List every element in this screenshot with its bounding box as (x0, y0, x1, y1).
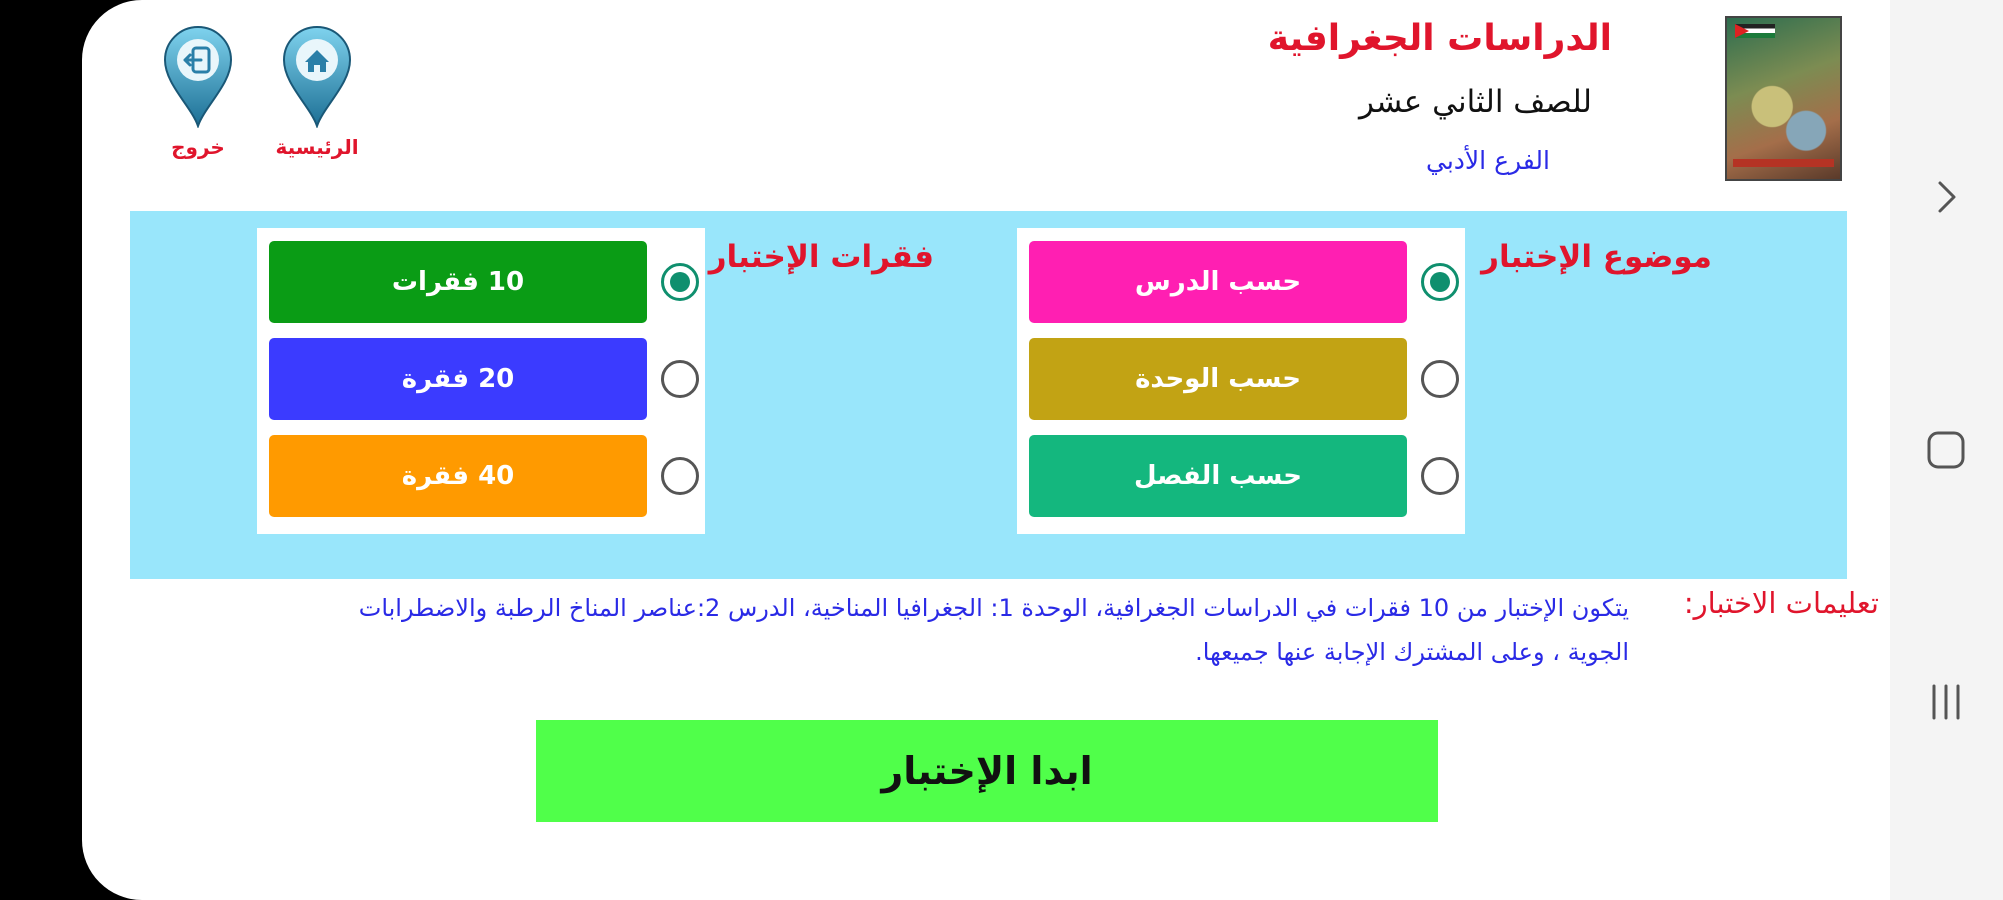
topic-by-lesson-button[interactable]: حسب الدرس (1029, 241, 1407, 323)
count-40-radio[interactable] (661, 457, 699, 495)
count-40-button[interactable]: 40 فقرة (269, 435, 647, 517)
app-screen (82, 0, 1892, 900)
count-options-box (257, 228, 705, 534)
exit-pin-icon (163, 26, 233, 128)
count-section-label: فقرات الإختبار (708, 239, 934, 275)
count-20-radio[interactable] (661, 360, 699, 398)
options-panel (130, 211, 1847, 579)
nav-back-button[interactable] (1890, 175, 2003, 223)
topic-section-label: موضوع الإختبار (1481, 239, 1712, 275)
start-test-button[interactable]: ابدا الإختبار (536, 720, 1438, 822)
topic-by-unit-radio[interactable] (1421, 360, 1459, 398)
branch-subtitle: الفرع الأدبي (1426, 146, 1550, 175)
exit-button[interactable] (163, 26, 233, 128)
count-10-button[interactable]: 10 فقرات (269, 241, 647, 323)
system-nav-bar (1890, 0, 2003, 900)
nav-recents-button[interactable] (1890, 680, 2003, 728)
nav-home-button[interactable] (1890, 428, 2003, 476)
topic-by-unit-button[interactable]: حسب الوحدة (1029, 338, 1407, 420)
chevron-right-icon (1890, 175, 2003, 219)
topic-by-semester-button[interactable]: حسب الفصل (1029, 435, 1407, 517)
recents-icon (1890, 680, 2003, 724)
topic-options-box (1017, 228, 1465, 534)
flag-icon (1735, 24, 1775, 38)
grade-subtitle: للصف الثاني عشر (1359, 84, 1592, 120)
exit-label[interactable]: خروج (171, 135, 225, 159)
topic-by-semester-radio[interactable] (1421, 457, 1459, 495)
book-cover-image (1725, 16, 1842, 181)
home-label[interactable]: الرئيسية (275, 135, 359, 159)
square-icon (1890, 428, 2003, 472)
page-title: الدراسات الجغرافية (1267, 18, 1612, 59)
home-pin-icon (282, 26, 352, 128)
count-20-button[interactable]: 20 فقرة (269, 338, 647, 420)
instructions-text: يتكون الإختبار من 10 فقرات في الدراسات الجغرافية، الوحدة 1: الجغرافيا المناخية، الدرس 2:عناصر المناخ الرطبة والاضطرابات الجوية ، وعلى المشترك الإجابة عنها جميعها. (358, 594, 1629, 666)
instructions-label: تعليمات الاختبار: (1683, 586, 1879, 620)
home-button[interactable] (282, 26, 352, 128)
count-10-radio[interactable] (661, 263, 699, 301)
topic-by-lesson-radio[interactable] (1421, 263, 1459, 301)
